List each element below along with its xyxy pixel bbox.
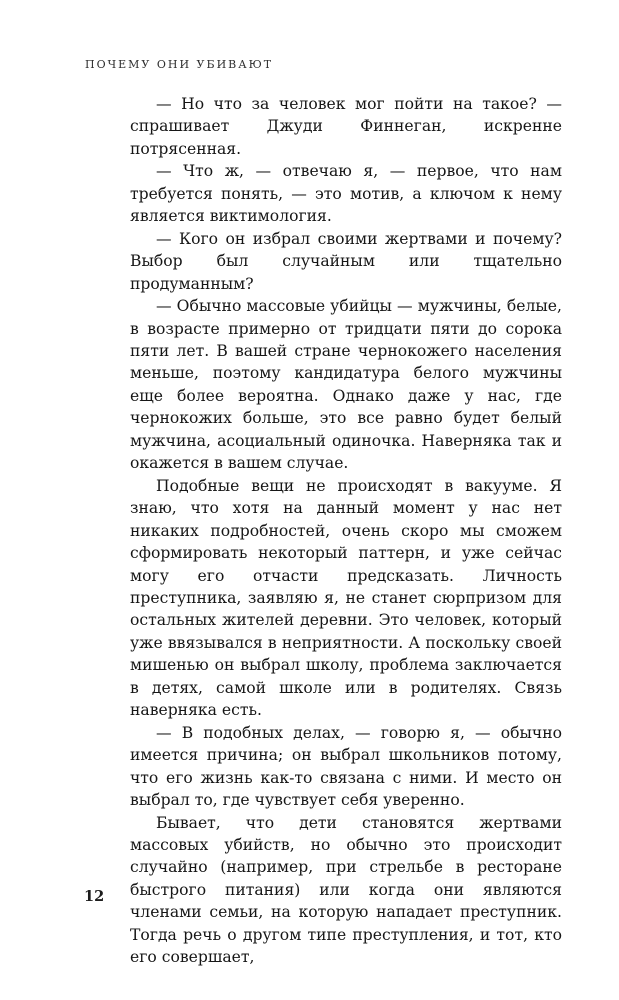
body-text <box>130 93 562 969</box>
paragraph: Бывает, что дети становятся жертвами массовых убийств, но обычно это происходит случайно (например, при стрельбе в ресторане быстрого питания) или когда они являются членами семьи, на которую нападает преступник. Тогда речь о другом типе преступления, и тот, кто его совершает, <box>130 813 562 967</box>
paragraph: — Что ж, — отвечаю я, — первое, что нам требуется понять, — это мотив, а ключом к нему является виктимология. <box>130 162 562 226</box>
page-number: 12 <box>84 888 105 905</box>
paragraph: — Кого он избрал своими жертвами и почему? Выбор был случайным или тщательно продуманным? <box>130 229 562 293</box>
paragraph: — В подобных делах, — говорю я, — обычно имеется причина; он выбрал школьников потому, что его жизнь как-то связана с ними. И место он выбрал то, где чувствует себя уверенно. <box>130 723 562 810</box>
running-header: ПОЧЕМУ ОНИ УБИВАЮТ <box>85 58 274 71</box>
paragraph: — Обычно массовые убийцы — мужчины, белые, в возрасте примерно от тридцати пяти до сорока пяти лет. В вашей стране чернокожего населения меньше, поэтому кандидатура белого мужчины еще более вероятна. Однако даже у нас, где чернокожих больше, это все равно будет белый мужчина, асоциальный одиночка. Наверняка так и окажется в вашем случае. <box>130 297 562 473</box>
paragraph: Подобные вещи не происходят в вакууме. Я знаю, что хотя на данный момент у нас нет никаких подробностей, очень скоро мы сможем сформировать некоторый паттерн, и уже сейчас могу его отчасти предсказать. Личность преступника, заявляю я, не станет сюрпризом для остальных жителей деревни. Это человек, который уже ввязывался в неприятности. А поскольку своей мишенью он выбрал школу, проблема заключается в детях, самой школе или в родителях. Связь наверняка есть. <box>130 476 562 720</box>
paragraph: — Но что за человек мог пойти на такое? — спрашивает Джуди Финнеган, искренне потрясенная. <box>130 95 562 158</box>
